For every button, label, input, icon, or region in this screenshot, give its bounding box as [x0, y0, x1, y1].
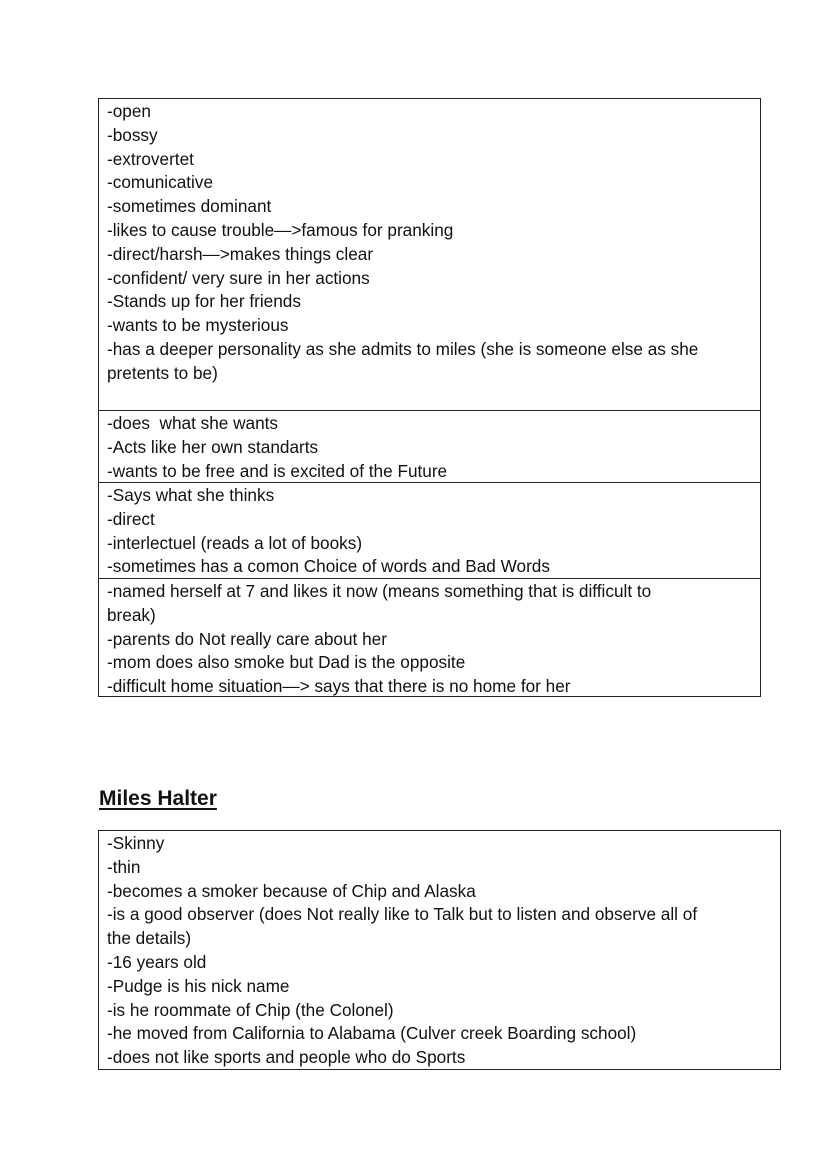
trait-line: pretents to be) — [107, 362, 218, 383]
trait-line: -confident/ very sure in her actions — [107, 267, 370, 288]
miles-traits-table — [98, 830, 781, 1070]
traits-row-language — [99, 482, 760, 578]
alaska-traits-table — [98, 98, 761, 697]
trait-line: the details) — [107, 928, 192, 949]
trait-line: -direct — [107, 508, 155, 529]
trait-line: -mom does also smoke but Dad is the opposite — [107, 652, 466, 673]
trait-line: -extrovertet — [107, 148, 194, 169]
trait-line: -comunicative — [107, 172, 214, 193]
trait-line: -interlectuel (reads a lot of books) — [107, 532, 363, 553]
trait-line: -thin — [107, 856, 141, 877]
trait-line: break) — [107, 604, 156, 625]
trait-line: -16 years old — [107, 951, 207, 972]
trait-line: -wants to be free and is excited of the Future — [107, 460, 448, 481]
trait-line: -becomes a smoker because of Chip and Alaska — [107, 880, 476, 901]
trait-line: -likes to cause trouble—>famous for pranking — [107, 219, 454, 240]
traits-row-personality — [99, 99, 760, 410]
traits-row-behavior — [99, 410, 760, 482]
trait-line: -Acts like her own standarts — [107, 436, 319, 457]
trait-line: -does not like sports and people who do Sports — [107, 1047, 466, 1068]
trait-line: -he moved from California to Alabama (Culver creek Boarding school) — [107, 1023, 637, 1044]
trait-line: -wants to be mysterious — [107, 315, 289, 336]
trait-line: -is a good observer (does Not really like to Talk but to listen and observe all of — [107, 904, 698, 925]
trait-line: -sometimes dominant — [107, 196, 272, 217]
trait-line: -has a deeper personality as she admits to miles (she is someone else as she — [107, 338, 699, 359]
trait-line: -Says what she thinks — [107, 485, 275, 505]
trait-line: -Stands up for her friends — [107, 291, 301, 312]
trait-line: -sometimes has a comon Choice of words and Bad Words — [107, 556, 550, 577]
trait-line: -bossy — [107, 124, 158, 145]
trait-line: -open — [107, 101, 151, 121]
trait-line: -Skinny — [107, 833, 165, 853]
trait-line: -does what she wants — [107, 413, 279, 433]
trait-line: -difficult home situation—> says that there is no home for her — [107, 676, 571, 697]
trait-line: -parents do Not really care about her — [107, 628, 387, 649]
trait-line: -direct/harsh—>makes things clear — [107, 243, 374, 264]
traits-row-miles — [99, 831, 780, 1069]
section-heading: Miles Halter — [99, 787, 217, 810]
trait-line: -Pudge is his nick name — [107, 975, 290, 996]
trait-line: -is he roommate of Chip (the Colonel) — [107, 999, 394, 1020]
traits-row-background — [99, 578, 760, 696]
trait-line: -named herself at 7 and likes it now (means something that is difficult to — [107, 581, 652, 601]
